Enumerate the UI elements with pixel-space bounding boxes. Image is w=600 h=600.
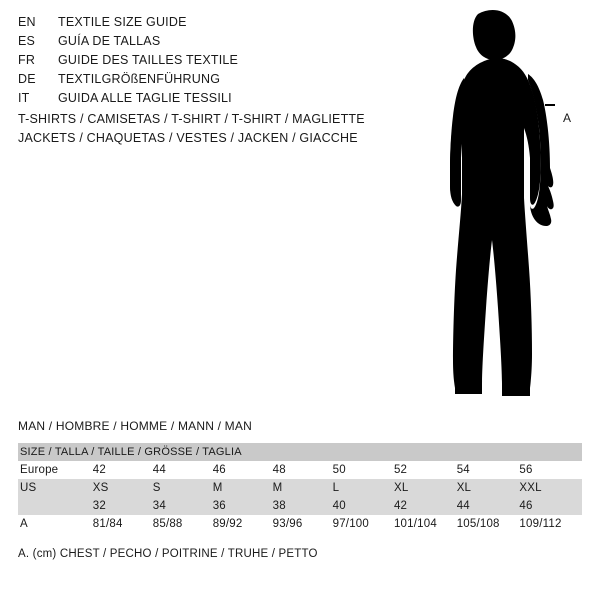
garment-types [18, 110, 418, 148]
cell-value: 109/112 [519, 518, 562, 530]
cell-value: XS [92, 482, 109, 494]
cell-value: 85/88 [152, 518, 183, 530]
chest-callout-label: A [563, 111, 572, 125]
table-row [18, 515, 582, 533]
language-code: EN [18, 15, 36, 29]
language-text: GUIDA ALLE TAGLIE TESSILI [58, 91, 232, 105]
language-text: GUÍA DE TALLAS [58, 34, 161, 48]
table-header-label: SIZE / TALLA / TAILLE / GRÖSSE / TAGLIA [20, 446, 242, 458]
cell-value: L [332, 482, 340, 494]
cell-value: 46 [519, 500, 533, 512]
cell-value: XL [393, 482, 409, 494]
cell-value: 81/84 [92, 518, 123, 530]
cell-value: 42 [393, 500, 408, 512]
cell-value: 105/108 [456, 518, 500, 530]
cell-value: 89/92 [212, 518, 243, 530]
language-code: DE [18, 72, 36, 86]
language-row [18, 91, 378, 110]
table-row [18, 479, 582, 497]
cell-value: 93/96 [272, 518, 303, 530]
language-row [18, 53, 378, 72]
cell-value: 50 [332, 464, 346, 476]
language-row [18, 72, 378, 91]
cell-value: 40 [332, 500, 346, 512]
row-label: A [20, 518, 28, 530]
silhouette-shape [450, 10, 554, 396]
language-text: TEXTILGRÖßENFÜHRUNG [58, 72, 221, 86]
language-text: GUIDE DES TAILLES TEXTILE [58, 53, 239, 67]
garment-type-jackets: JACKETS / CHAQUETAS / VESTES / JACKEN / GIACCHE [18, 131, 358, 145]
cell-value: 38 [272, 500, 286, 512]
cell-value: 101/104 [393, 518, 437, 530]
table-row [18, 497, 582, 515]
language-row [18, 34, 378, 53]
cell-value: M [212, 482, 223, 494]
size-table [18, 443, 582, 533]
cell-value: 34 [152, 500, 166, 512]
cell-value: 36 [212, 500, 226, 512]
cell-value: 44 [456, 500, 470, 512]
language-legend [18, 15, 378, 110]
table-header-row [18, 443, 582, 461]
language-code: IT [18, 91, 30, 105]
row-label: US [20, 482, 37, 494]
cell-value: 46 [212, 464, 226, 476]
cell-value: 56 [519, 464, 533, 476]
cell-value: 48 [272, 464, 286, 476]
table-row [18, 461, 582, 479]
language-code: ES [18, 34, 36, 48]
table-footnote: A. (cm) CHEST / PECHO / POITRINE / TRUHE / PETTO [18, 548, 318, 560]
cell-value: XXL [519, 482, 542, 494]
cell-value: 32 [92, 500, 106, 512]
cell-value: XL [456, 482, 472, 494]
man-silhouette-figure [400, 8, 600, 408]
language-row [18, 15, 378, 34]
cell-value: 54 [456, 464, 470, 476]
garment-type-tshirts: T-SHIRTS / CAMISETAS / T-SHIRT / T-SHIRT / MAGLIETTE [18, 112, 365, 126]
language-code: FR [18, 53, 36, 67]
cell-value: M [272, 482, 283, 494]
cell-value: 42 [92, 464, 106, 476]
cell-value: 52 [393, 464, 408, 476]
cell-value: 97/100 [332, 518, 369, 530]
cell-value: 44 [152, 464, 166, 476]
language-text: TEXTILE SIZE GUIDE [58, 15, 187, 29]
cell-value: S [152, 482, 161, 494]
row-label: Europe [20, 464, 59, 476]
table-title: MAN / HOMBRE / HOMME / MANN / MAN [18, 419, 252, 433]
